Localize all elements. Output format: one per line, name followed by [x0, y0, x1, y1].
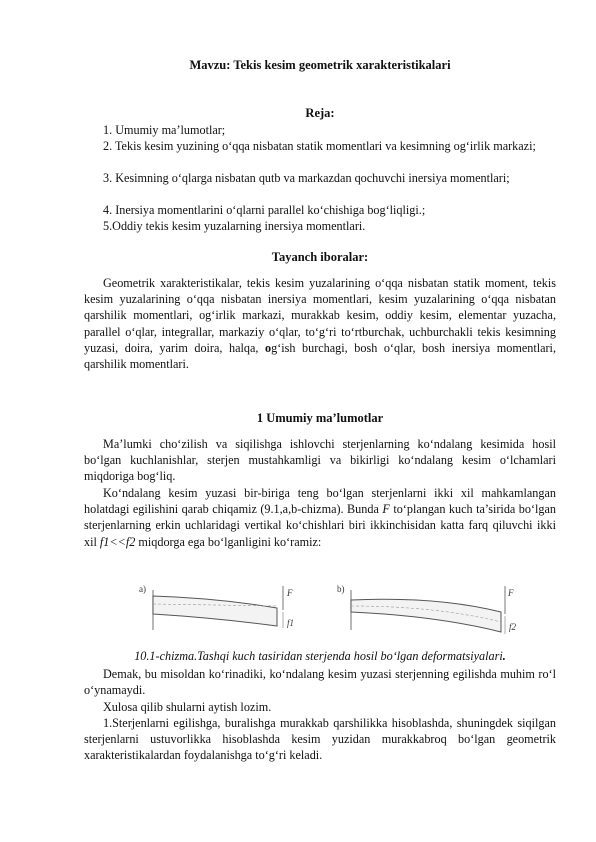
plan-heading: Reja:	[305, 106, 335, 120]
beam-b	[351, 599, 501, 632]
keywords-text-b: g‘ish burchagi, bosh o‘qlar, bosh inersiya momentlari, qarshilik momentlari.	[84, 340, 556, 372]
section1-paragraph-2	[84, 485, 556, 550]
plan-item-4: 4. Inersiya momentlarini o‘qlarni parallel ko‘chishiga bog‘liqligi.;	[103, 203, 426, 217]
section1-p2-text-a: Ko‘ndalang kesim yuzasi bir-biriga teng bo‘lgan sterjenlarni ikki xil mahkamlangan holatdagi egilishini qarab chiqamiz (9.1,a,b-chizma). Bunda	[84, 486, 556, 517]
keywords-heading: Tayanch iboralar:	[271, 250, 369, 264]
section1-paragraph-1: Ma’lumki cho‘zilish va siqilishga ishlovchi sterjenlarning ko‘ndalang kesimida hosil bo‘lgan kuchlanishlar, sterjen mustahkamligi va bikirligi ko‘ndalang kesim o‘lchamlari miqdoriga bog‘liq.	[84, 437, 556, 484]
figure-caption	[84, 649, 556, 664]
deflection-a-label: f1	[287, 618, 295, 628]
after-paragraph-1: Demak, bu misoldan ko‘rinadiki, ko‘ndalang kesim yuzasi sterjenning egilishda muhim ro‘l o‘ynamaydi.	[84, 667, 556, 698]
beam-a	[153, 596, 277, 626]
keywords-text-a: Geometrik xarakteristikalar, tekis kesim yuzalarining o‘qqa nisbatan statik moment, tekis kesim yuzalarining o‘qqa nisbatan inersiya momentlari, kesim yuzalarining o‘qqa nisbatan qarshilik momentlari, og‘irlik markazi, murakkab kesim, oddiy kesim, elementar yuzacha, parallel o‘qlar, integrallar, markaziy o‘qlar, to‘g‘ri to‘rtburchak, uchburchakli tekis kesimning yuzasi, doira, yarim doira, halqa,	[84, 276, 556, 355]
force-symbol: F	[382, 502, 390, 517]
plan-item-2: 2. Tekis kesim yuzining o‘qqa nisbatan statik momentlari va kesimning og‘irlik markazi;	[103, 139, 536, 153]
force-a-label: F	[287, 588, 293, 598]
keywords-bold-letter: o	[265, 340, 272, 355]
after-paragraph-3: 1.Sterjenlarni egilishga, buralishga murakkab qarshilikka hisoblashda, shuningdek siqilgan sterjenlarni ustuvorlikka hisoblashda kesim yuzidan murakkabroq bo‘lgan geometrik xarakteristikalardan foydalanishga to‘g‘ri keladi.	[84, 716, 556, 763]
page-title: Mavzu: Tekis kesim geometrik xarakteristikalari	[189, 58, 451, 72]
plan-item-3: 3. Kesimning o‘qlarga nisbatan qutb va markazdan qochuvchi inersiya momentlari;	[103, 171, 510, 185]
section1-p2-text-c: miqdorga ega bo‘lganligini ko‘ramiz:	[138, 534, 322, 549]
force-b-label: F	[508, 588, 514, 598]
plan-item-5: 5.Oddiy tekis kesim yuzalarning inersiya momentlari.	[103, 219, 366, 233]
keywords-paragraph	[84, 275, 556, 372]
section1-p2-text-b: to‘plangan kuch ta’sirida bo‘lgan sterjenlarning erkin uchlaridagi vertikal ko‘chishlari biri ikkinchisidan katta farq qiluvchi ikki xil	[84, 502, 557, 549]
figure-caption-text: 10.1-chizma.Tashqi kuch tasiridan sterjenda hosil bo‘lgan deformatsiyalari	[134, 649, 503, 663]
plan-item-1: 1. Umumiy ma’lumotlar;	[103, 123, 226, 137]
figure-caption-end: .	[502, 649, 506, 663]
after-paragraph-2: Xulosa qilib shularni aytish lozim.	[103, 700, 272, 714]
figure-b-label: b)	[337, 584, 345, 594]
deflection-inequality: f1<<f2	[99, 534, 136, 549]
deformation-figure	[137, 582, 537, 644]
figure-a-label: a)	[139, 584, 146, 594]
deflection-b-label: f2	[509, 622, 517, 632]
section1-heading: 1 Umumiy ma’lumotlar	[256, 411, 384, 425]
